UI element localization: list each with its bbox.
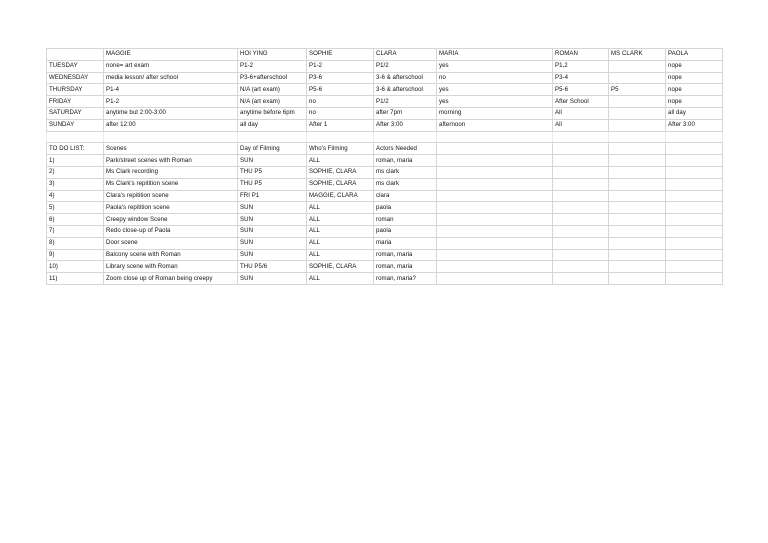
- sheet-cell[interactable]: [307, 131, 374, 143]
- sheet-cell[interactable]: SUN: [238, 155, 307, 167]
- sheet-cell[interactable]: after 7pm: [374, 107, 437, 119]
- sheet-cell[interactable]: Library scene with Roman: [104, 261, 238, 273]
- sheet-cell[interactable]: roman, maria: [374, 155, 437, 167]
- sheet-cell[interactable]: P5-6: [307, 84, 374, 96]
- sheet-cell[interactable]: [437, 178, 553, 190]
- sheet-cell[interactable]: ALL: [307, 155, 374, 167]
- sheet-cell[interactable]: [609, 143, 666, 155]
- sheet-cell[interactable]: [609, 237, 666, 249]
- sheet-cell[interactable]: [553, 190, 609, 202]
- sheet-cell[interactable]: MARIA: [437, 49, 553, 61]
- sheet-cell[interactable]: Redo close-up of Paola: [104, 225, 238, 237]
- todo-row: [47, 225, 723, 237]
- sheet-cell[interactable]: P3-6: [307, 72, 374, 84]
- sheet-cell[interactable]: yes: [437, 60, 553, 72]
- sheet-cell[interactable]: THU P5: [238, 166, 307, 178]
- sheet-cell[interactable]: [553, 166, 609, 178]
- availability-row: [47, 107, 723, 119]
- sheet-cell[interactable]: Day of Filming: [238, 143, 307, 155]
- sheet-cell[interactable]: P3-4: [553, 72, 609, 84]
- sheet-cell[interactable]: [609, 131, 666, 143]
- sheet-cell[interactable]: Door scene: [104, 237, 238, 249]
- sheet-cell[interactable]: Who's Filming: [307, 143, 374, 155]
- sheet-cell[interactable]: SUN: [238, 202, 307, 214]
- sheet-cell[interactable]: All: [553, 107, 609, 119]
- sheet-cell[interactable]: no: [307, 107, 374, 119]
- sheet-cell[interactable]: clara: [374, 190, 437, 202]
- sheet-cell[interactable]: [666, 214, 723, 226]
- todo-row: [47, 237, 723, 249]
- sheet-cell[interactable]: [437, 202, 553, 214]
- sheet-cell[interactable]: no: [307, 96, 374, 108]
- sheet-cell[interactable]: [553, 261, 609, 273]
- sheet-cell[interactable]: 3-6 & afterschool: [374, 84, 437, 96]
- sheet-cell[interactable]: nope: [666, 60, 723, 72]
- sheet-cell[interactable]: [609, 273, 666, 285]
- sheet-cell[interactable]: yes: [437, 96, 553, 108]
- sheet-cell[interactable]: SOPHIE, CLARA: [307, 178, 374, 190]
- sheet-cell[interactable]: none= art exam: [104, 60, 238, 72]
- sheet-cell[interactable]: paola: [374, 225, 437, 237]
- sheet-cell[interactable]: anytime but 2:00-3:00: [104, 107, 238, 119]
- sheet-cell[interactable]: SUN: [238, 225, 307, 237]
- sheet-cell[interactable]: roman, maria?: [374, 273, 437, 285]
- sheet-cell[interactable]: [238, 131, 307, 143]
- sheet-cell[interactable]: after 12:00: [104, 119, 238, 131]
- blank-row: [47, 131, 723, 143]
- sheet-cell[interactable]: P1-4: [104, 84, 238, 96]
- sheet-cell[interactable]: MS CLARK: [609, 49, 666, 61]
- sheet-cell[interactable]: SOPHIE, CLARA: [307, 261, 374, 273]
- sheet-cell[interactable]: P1-2: [307, 60, 374, 72]
- sheet-cell[interactable]: [553, 273, 609, 285]
- sheet-cell[interactable]: [666, 190, 723, 202]
- sheet-cell[interactable]: 1): [47, 155, 104, 167]
- sheet-cell[interactable]: [47, 131, 104, 143]
- sheet-cell[interactable]: N/A (art exam): [238, 84, 307, 96]
- sheet-cell[interactable]: [437, 155, 553, 167]
- sheet-cell[interactable]: 9): [47, 249, 104, 261]
- sheet-cell[interactable]: [609, 72, 666, 84]
- sheet-cell[interactable]: 8): [47, 237, 104, 249]
- sheet-cell[interactable]: [553, 131, 609, 143]
- sheet-cell[interactable]: [437, 143, 553, 155]
- todo-row: [47, 214, 723, 226]
- sheet-cell[interactable]: maria: [374, 237, 437, 249]
- sheet-cell[interactable]: [609, 249, 666, 261]
- spreadsheet-table: [46, 48, 723, 285]
- sheet-cell[interactable]: Park/street scenes with Roman: [104, 155, 238, 167]
- sheet-cell[interactable]: SUN: [238, 237, 307, 249]
- sheet-cell[interactable]: [666, 273, 723, 285]
- sheet-cell[interactable]: ALL: [307, 249, 374, 261]
- sheet-cell[interactable]: [609, 107, 666, 119]
- availability-row: [47, 84, 723, 96]
- todo-row: [47, 249, 723, 261]
- sheet-cell[interactable]: 4): [47, 190, 104, 202]
- sheet-cell[interactable]: [609, 60, 666, 72]
- sheet-cell[interactable]: Ms Clark recording: [104, 166, 238, 178]
- sheet-cell[interactable]: SUN: [238, 273, 307, 285]
- sheet-cell[interactable]: ALL: [307, 273, 374, 285]
- sheet-cell[interactable]: [553, 202, 609, 214]
- sheet-cell[interactable]: roman, maria: [374, 261, 437, 273]
- sheet-cell[interactable]: HOI YING: [238, 49, 307, 61]
- sheet-cell[interactable]: [437, 249, 553, 261]
- sheet-cell[interactable]: [47, 49, 104, 61]
- sheet-cell[interactable]: 7): [47, 225, 104, 237]
- availability-row: [47, 72, 723, 84]
- sheet-cell[interactable]: ALL: [307, 237, 374, 249]
- sheet-cell[interactable]: [609, 155, 666, 167]
- sheet-cell[interactable]: [553, 143, 609, 155]
- sheet-cell[interactable]: [374, 131, 437, 143]
- sheet-cell[interactable]: [553, 249, 609, 261]
- sheet-cell[interactable]: THU P5/6: [238, 261, 307, 273]
- sheet-cell[interactable]: ROMAN: [553, 49, 609, 61]
- sheet-cell[interactable]: [609, 166, 666, 178]
- sheet-cell[interactable]: [553, 155, 609, 167]
- sheet-cell[interactable]: Actors Needed: [374, 143, 437, 155]
- sheet-cell[interactable]: After 3:00: [374, 119, 437, 131]
- sheet-cell[interactable]: afternoon: [437, 119, 553, 131]
- availability-row: [47, 96, 723, 108]
- sheet-cell[interactable]: [666, 261, 723, 273]
- sheet-cell[interactable]: nope: [666, 72, 723, 84]
- sheet-cell[interactable]: 6): [47, 214, 104, 226]
- sheet-cell[interactable]: Clara's repitition scene: [104, 190, 238, 202]
- sheet-cell[interactable]: [666, 178, 723, 190]
- sheet-cell[interactable]: 5): [47, 202, 104, 214]
- sheet-cell[interactable]: SATURDAY: [47, 107, 104, 119]
- todo-row: [47, 166, 723, 178]
- sheet-cell[interactable]: [666, 202, 723, 214]
- sheet-cell[interactable]: [609, 178, 666, 190]
- sheet-cell[interactable]: [609, 96, 666, 108]
- sheet-cell[interactable]: [437, 261, 553, 273]
- sheet-cell[interactable]: ms clark: [374, 166, 437, 178]
- sheet-cell[interactable]: P1/2: [374, 96, 437, 108]
- sheet-cell[interactable]: Paola's repitition scene: [104, 202, 238, 214]
- sheet-cell[interactable]: P1,2: [553, 60, 609, 72]
- sheet-cell[interactable]: [437, 166, 553, 178]
- sheet-cell[interactable]: [553, 237, 609, 249]
- sheet-cell[interactable]: [666, 225, 723, 237]
- sheet-cell[interactable]: ms clark: [374, 178, 437, 190]
- sheet-cell[interactable]: [437, 273, 553, 285]
- sheet-cell[interactable]: [609, 119, 666, 131]
- sheet-cell[interactable]: After 1: [307, 119, 374, 131]
- sheet-cell[interactable]: SOPHIE: [307, 49, 374, 61]
- availability-header-row: [47, 49, 723, 61]
- sheet-cell[interactable]: SUNDAY: [47, 119, 104, 131]
- sheet-cell[interactable]: Zoom close up of Roman being creepy: [104, 273, 238, 285]
- sheet-cell[interactable]: P5-6: [553, 84, 609, 96]
- sheet-cell[interactable]: [609, 202, 666, 214]
- sheet-cell[interactable]: [437, 237, 553, 249]
- sheet-cell[interactable]: [553, 178, 609, 190]
- sheet-cell[interactable]: 2): [47, 166, 104, 178]
- sheet-cell[interactable]: anytime before 6pm: [238, 107, 307, 119]
- sheet-cell[interactable]: [666, 131, 723, 143]
- sheet-cell[interactable]: [437, 225, 553, 237]
- sheet-cell[interactable]: roman: [374, 214, 437, 226]
- sheet-cell[interactable]: 10): [47, 261, 104, 273]
- sheet-cell[interactable]: TUESDAY: [47, 60, 104, 72]
- sheet-cell[interactable]: P1-2: [104, 96, 238, 108]
- sheet-cell[interactable]: nope: [666, 96, 723, 108]
- sheet-cell[interactable]: [609, 214, 666, 226]
- sheet-cell[interactable]: SUN: [238, 214, 307, 226]
- sheet-cell[interactable]: yes: [437, 84, 553, 96]
- todo-row: [47, 261, 723, 273]
- sheet-cell[interactable]: [437, 214, 553, 226]
- todo-row: [47, 202, 723, 214]
- sheet-cell[interactable]: TO DO LIST:: [47, 143, 104, 155]
- todo-header-row: [47, 143, 723, 155]
- sheet-cell[interactable]: SUN: [238, 249, 307, 261]
- sheet-cell[interactable]: no: [437, 72, 553, 84]
- sheet-cell[interactable]: morning: [437, 107, 553, 119]
- sheet-cell[interactable]: [666, 155, 723, 167]
- sheet-cell[interactable]: P3-6+afterschool: [238, 72, 307, 84]
- sheet-cell[interactable]: MAGGIE: [104, 49, 238, 61]
- sheet-cell[interactable]: THU P5: [238, 178, 307, 190]
- sheet-cell[interactable]: [666, 166, 723, 178]
- sheet-cell[interactable]: MAGGIE, CLARA: [307, 190, 374, 202]
- sheet-cell[interactable]: 11): [47, 273, 104, 285]
- sheet-cell[interactable]: WEDNESDAY: [47, 72, 104, 84]
- sheet-cell[interactable]: [609, 261, 666, 273]
- sheet-cell[interactable]: [609, 190, 666, 202]
- availability-row: [47, 60, 723, 72]
- sheet-cell[interactable]: nope: [666, 84, 723, 96]
- sheet-cell[interactable]: ALL: [307, 202, 374, 214]
- sheet-cell[interactable]: After 3:00: [666, 119, 723, 131]
- sheet-cell[interactable]: all day: [666, 107, 723, 119]
- sheet-cell[interactable]: 3-6 & afterschool: [374, 72, 437, 84]
- todo-row: [47, 178, 723, 190]
- sheet-cell[interactable]: FRIDAY: [47, 96, 104, 108]
- sheet-cell[interactable]: Creepy window Scene: [104, 214, 238, 226]
- availability-row: [47, 119, 723, 131]
- sheet-cell[interactable]: THURSDAY: [47, 84, 104, 96]
- sheet-cell[interactable]: FRI P1: [238, 190, 307, 202]
- sheet-cell[interactable]: PAOLA: [666, 49, 723, 61]
- sheet-cell[interactable]: P1-2: [238, 60, 307, 72]
- sheet-cell[interactable]: After School: [553, 96, 609, 108]
- sheet-cell[interactable]: ALL: [307, 214, 374, 226]
- sheet-cell[interactable]: [104, 131, 238, 143]
- sheet-cell[interactable]: media lesson/ after school: [104, 72, 238, 84]
- sheet-cell[interactable]: roman, maria: [374, 249, 437, 261]
- sheet-cell[interactable]: [666, 143, 723, 155]
- todo-row: [47, 155, 723, 167]
- sheet-cell[interactable]: 3): [47, 178, 104, 190]
- sheet-cell[interactable]: [609, 225, 666, 237]
- sheet-cell[interactable]: [553, 225, 609, 237]
- sheet-cell[interactable]: ALL: [307, 225, 374, 237]
- sheet-cell[interactable]: [666, 237, 723, 249]
- sheet-cell[interactable]: all day: [238, 119, 307, 131]
- sheet-cell[interactable]: N/A (art exam): [238, 96, 307, 108]
- sheet-cell[interactable]: [437, 190, 553, 202]
- sheet-cell[interactable]: Balcony scene with Roman: [104, 249, 238, 261]
- sheet-cell[interactable]: All: [553, 119, 609, 131]
- sheet-cell[interactable]: CLARA: [374, 49, 437, 61]
- sheet-cell[interactable]: P5: [609, 84, 666, 96]
- todo-row: [47, 190, 723, 202]
- sheet-body: [47, 49, 723, 285]
- todo-row: [47, 273, 723, 285]
- sheet-cell[interactable]: [666, 249, 723, 261]
- sheet-cell[interactable]: Ms Clark's repitition scene: [104, 178, 238, 190]
- sheet-cell[interactable]: [553, 214, 609, 226]
- sheet-cell[interactable]: [437, 131, 553, 143]
- sheet-cell[interactable]: paola: [374, 202, 437, 214]
- sheet-cell[interactable]: SOPHIE, CLARA: [307, 166, 374, 178]
- sheet-cell[interactable]: Scenes: [104, 143, 238, 155]
- sheet-cell[interactable]: P1/2: [374, 60, 437, 72]
